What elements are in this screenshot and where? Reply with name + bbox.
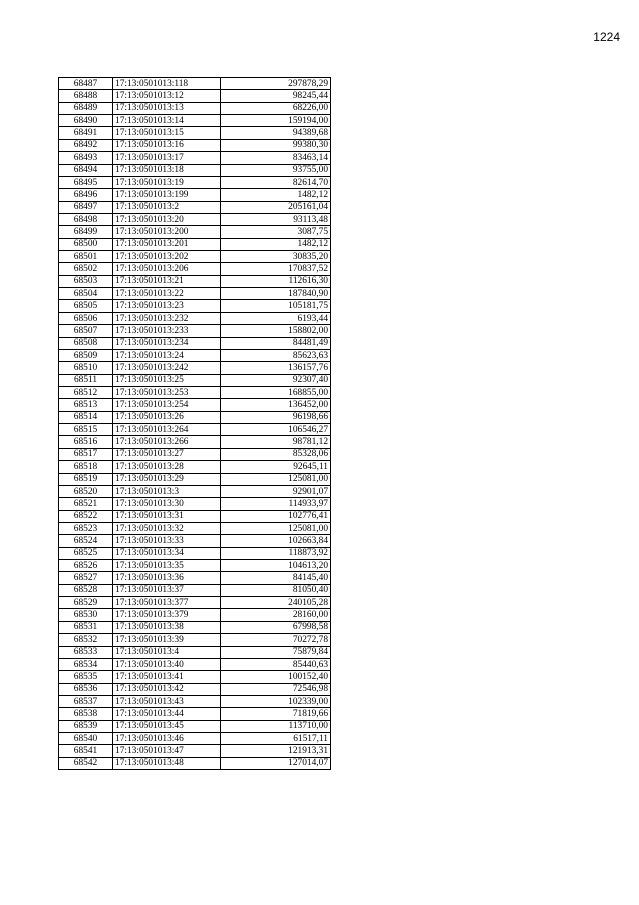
- value-cell: 81050,40: [221, 584, 331, 596]
- row-number-cell: 68495: [59, 176, 113, 188]
- table-row: [59, 695, 331, 707]
- row-number-cell: 68524: [59, 535, 113, 547]
- cadastral-number-cell: 17:13:0501013:42: [113, 683, 221, 695]
- row-number-cell: 68515: [59, 424, 113, 436]
- row-number-cell: 68498: [59, 213, 113, 225]
- table-row: [59, 646, 331, 658]
- row-number-cell: 68500: [59, 238, 113, 250]
- cadastral-number-cell: 17:13:0501013:206: [113, 263, 221, 275]
- cadastral-number-cell: 17:13:0501013:48: [113, 757, 221, 769]
- value-cell: 92307,40: [221, 374, 331, 386]
- table-row: [59, 78, 331, 90]
- cadastral-number-cell: 17:13:0501013:36: [113, 572, 221, 584]
- value-cell: 125081,00: [221, 473, 331, 485]
- table-row: [59, 634, 331, 646]
- cadastral-number-cell: 17:13:0501013:242: [113, 362, 221, 374]
- row-number-cell: 68510: [59, 362, 113, 374]
- table-row: [59, 251, 331, 263]
- cadastral-number-cell: 17:13:0501013:35: [113, 560, 221, 572]
- cadastral-number-cell: 17:13:0501013:13: [113, 102, 221, 114]
- table-row: [59, 115, 331, 127]
- row-number-cell: 68490: [59, 115, 113, 127]
- table-row: [59, 226, 331, 238]
- value-cell: 92645,11: [221, 461, 331, 473]
- cadastral-number-cell: 17:13:0501013:20: [113, 213, 221, 225]
- cadastral-number-cell: 17:13:0501013:202: [113, 251, 221, 263]
- table-row: [59, 164, 331, 176]
- cadastral-number-cell: 17:13:0501013:25: [113, 374, 221, 386]
- value-cell: 105181,75: [221, 300, 331, 312]
- row-number-cell: 68506: [59, 312, 113, 324]
- value-cell: 93113,48: [221, 213, 331, 225]
- value-cell: 92901,07: [221, 485, 331, 497]
- table-row: [59, 386, 331, 398]
- row-number-cell: 68514: [59, 411, 113, 423]
- cadastral-number-cell: 17:13:0501013:16: [113, 139, 221, 151]
- table-row: [59, 349, 331, 361]
- table-row: [59, 374, 331, 386]
- cadastral-number-cell: 17:13:0501013:15: [113, 127, 221, 139]
- table-row: [59, 597, 331, 609]
- table-row: [59, 720, 331, 732]
- row-number-cell: 68542: [59, 757, 113, 769]
- cadastral-number-cell: 17:13:0501013:199: [113, 189, 221, 201]
- table-row: [59, 572, 331, 584]
- cadastral-number-cell: 17:13:0501013:266: [113, 436, 221, 448]
- value-cell: 121913,31: [221, 745, 331, 757]
- cadastral-number-cell: 17:13:0501013:24: [113, 349, 221, 361]
- cadastral-number-cell: 17:13:0501013:29: [113, 473, 221, 485]
- row-number-cell: 68533: [59, 646, 113, 658]
- value-cell: 99380,30: [221, 139, 331, 151]
- row-number-cell: 68502: [59, 263, 113, 275]
- table-row: [59, 683, 331, 695]
- table-row: [59, 733, 331, 745]
- row-number-cell: 68519: [59, 473, 113, 485]
- value-cell: 98245,44: [221, 90, 331, 102]
- value-cell: 205161,04: [221, 201, 331, 213]
- row-number-cell: 68529: [59, 597, 113, 609]
- value-cell: 100152,40: [221, 671, 331, 683]
- value-cell: 158802,00: [221, 325, 331, 337]
- cadastral-number-cell: 17:13:0501013:18: [113, 164, 221, 176]
- row-number-cell: 68513: [59, 399, 113, 411]
- cadastral-number-cell: 17:13:0501013:40: [113, 658, 221, 670]
- cadastral-number-cell: 17:13:0501013:32: [113, 522, 221, 534]
- cadastral-number-cell: 17:13:0501013:19: [113, 176, 221, 188]
- value-cell: 72546,98: [221, 683, 331, 695]
- row-number-cell: 68530: [59, 609, 113, 621]
- table-row: [59, 152, 331, 164]
- cadastral-number-cell: 17:13:0501013:14: [113, 115, 221, 127]
- row-number-cell: 68531: [59, 621, 113, 633]
- value-cell: 28160,00: [221, 609, 331, 621]
- value-cell: 104613,20: [221, 560, 331, 572]
- cadastral-number-cell: 17:13:0501013:4: [113, 646, 221, 658]
- value-cell: 71819,66: [221, 708, 331, 720]
- table-row: [59, 745, 331, 757]
- cadastral-number-cell: 17:13:0501013:44: [113, 708, 221, 720]
- row-number-cell: 68540: [59, 733, 113, 745]
- row-number-cell: 68534: [59, 658, 113, 670]
- table-row: [59, 461, 331, 473]
- row-number-cell: 68518: [59, 461, 113, 473]
- cadastral-number-cell: 17:13:0501013:21: [113, 275, 221, 287]
- value-cell: 125081,00: [221, 522, 331, 534]
- row-number-cell: 68537: [59, 695, 113, 707]
- table-row: [59, 510, 331, 522]
- table-row: [59, 176, 331, 188]
- value-cell: 3087,75: [221, 226, 331, 238]
- row-number-cell: 68489: [59, 102, 113, 114]
- value-cell: 96198,66: [221, 411, 331, 423]
- table-row: [59, 399, 331, 411]
- value-cell: 68226,00: [221, 102, 331, 114]
- cadastral-number-cell: 17:13:0501013:41: [113, 671, 221, 683]
- table-row: [59, 621, 331, 633]
- value-cell: 170837,52: [221, 263, 331, 275]
- table-row: [59, 238, 331, 250]
- value-cell: 93755,00: [221, 164, 331, 176]
- row-number-cell: 68512: [59, 386, 113, 398]
- value-cell: 84145,40: [221, 572, 331, 584]
- cadastral-number-cell: 17:13:0501013:37: [113, 584, 221, 596]
- value-cell: 85623,63: [221, 349, 331, 361]
- row-number-cell: 68488: [59, 90, 113, 102]
- table-row: [59, 90, 331, 102]
- value-cell: 75879,84: [221, 646, 331, 658]
- row-number-cell: 68509: [59, 349, 113, 361]
- value-cell: 187840,90: [221, 288, 331, 300]
- cadastral-number-cell: 17:13:0501013:201: [113, 238, 221, 250]
- cadastral-number-cell: 17:13:0501013:254: [113, 399, 221, 411]
- row-number-cell: 68508: [59, 337, 113, 349]
- table-row: [59, 337, 331, 349]
- cadastral-number-cell: 17:13:0501013:253: [113, 386, 221, 398]
- value-cell: 102776,41: [221, 510, 331, 522]
- row-number-cell: 68492: [59, 139, 113, 151]
- value-cell: 83463,14: [221, 152, 331, 164]
- table-row: [59, 139, 331, 151]
- table-row: [59, 609, 331, 621]
- row-number-cell: 68499: [59, 226, 113, 238]
- cadastral-number-cell: 17:13:0501013:17: [113, 152, 221, 164]
- value-cell: 84481,49: [221, 337, 331, 349]
- table-row: [59, 658, 331, 670]
- cadastral-number-cell: 17:13:0501013:43: [113, 695, 221, 707]
- cadastral-number-cell: 17:13:0501013:234: [113, 337, 221, 349]
- value-cell: 94389,68: [221, 127, 331, 139]
- cadastral-number-cell: 17:13:0501013:233: [113, 325, 221, 337]
- cadastral-number-cell: 17:13:0501013:264: [113, 424, 221, 436]
- cadastral-number-cell: 17:13:0501013:39: [113, 634, 221, 646]
- cadastral-number-cell: 17:13:0501013:34: [113, 547, 221, 559]
- table-row: [59, 325, 331, 337]
- table-row: [59, 312, 331, 324]
- value-cell: 240105,28: [221, 597, 331, 609]
- table-row: [59, 535, 331, 547]
- cadastral-number-cell: 17:13:0501013:3: [113, 485, 221, 497]
- row-number-cell: 68541: [59, 745, 113, 757]
- row-number-cell: 68503: [59, 275, 113, 287]
- row-number-cell: 68532: [59, 634, 113, 646]
- table-row: [59, 485, 331, 497]
- value-cell: 106546,27: [221, 424, 331, 436]
- table-row: [59, 547, 331, 559]
- row-number-cell: 68511: [59, 374, 113, 386]
- table-row: [59, 584, 331, 596]
- cadastral-number-cell: 17:13:0501013:30: [113, 498, 221, 510]
- value-cell: 297878,29: [221, 78, 331, 90]
- value-cell: 67998,58: [221, 621, 331, 633]
- table-row: [59, 189, 331, 201]
- table-row: [59, 275, 331, 287]
- row-number-cell: 68507: [59, 325, 113, 337]
- row-number-cell: 68494: [59, 164, 113, 176]
- table-row: [59, 473, 331, 485]
- table-row: [59, 201, 331, 213]
- value-cell: 112616,30: [221, 275, 331, 287]
- row-number-cell: 68538: [59, 708, 113, 720]
- table-row: [59, 448, 331, 460]
- value-cell: 127014,07: [221, 757, 331, 769]
- cadastral-number-cell: 17:13:0501013:23: [113, 300, 221, 312]
- value-cell: 82614,70: [221, 176, 331, 188]
- row-number-cell: 68539: [59, 720, 113, 732]
- cadastral-number-cell: 17:13:0501013:46: [113, 733, 221, 745]
- table-row: [59, 757, 331, 769]
- table-row: [59, 708, 331, 720]
- cadastral-number-cell: 17:13:0501013:45: [113, 720, 221, 732]
- row-number-cell: 68516: [59, 436, 113, 448]
- cadastral-number-cell: 17:13:0501013:2: [113, 201, 221, 213]
- row-number-cell: 68517: [59, 448, 113, 460]
- table-row: [59, 411, 331, 423]
- value-cell: 85440,63: [221, 658, 331, 670]
- row-number-cell: 68525: [59, 547, 113, 559]
- cadastral-number-cell: 17:13:0501013:38: [113, 621, 221, 633]
- page-number: 1224: [593, 30, 620, 44]
- cadastral-number-cell: 17:13:0501013:200: [113, 226, 221, 238]
- value-cell: 118873,92: [221, 547, 331, 559]
- row-number-cell: 68521: [59, 498, 113, 510]
- row-number-cell: 68523: [59, 522, 113, 534]
- table-row: [59, 102, 331, 114]
- value-cell: 70272,78: [221, 634, 331, 646]
- row-number-cell: 68522: [59, 510, 113, 522]
- row-number-cell: 68536: [59, 683, 113, 695]
- value-cell: 61517,11: [221, 733, 331, 745]
- row-number-cell: 68496: [59, 189, 113, 201]
- row-number-cell: 68520: [59, 485, 113, 497]
- cadastral-number-cell: 17:13:0501013:27: [113, 448, 221, 460]
- value-cell: 85328,06: [221, 448, 331, 460]
- cadastral-number-cell: 17:13:0501013:47: [113, 745, 221, 757]
- value-cell: 1482,12: [221, 238, 331, 250]
- table-row: [59, 498, 331, 510]
- table-row: [59, 424, 331, 436]
- table-row: [59, 362, 331, 374]
- table-row: [59, 300, 331, 312]
- value-cell: 98781,12: [221, 436, 331, 448]
- cadastral-number-cell: 17:13:0501013:377: [113, 597, 221, 609]
- row-number-cell: 68491: [59, 127, 113, 139]
- row-number-cell: 68497: [59, 201, 113, 213]
- cadastral-value-table: [58, 77, 331, 770]
- cadastral-number-cell: 17:13:0501013:31: [113, 510, 221, 522]
- value-cell: 6193,44: [221, 312, 331, 324]
- value-cell: 30835,20: [221, 251, 331, 263]
- cadastral-number-cell: 17:13:0501013:379: [113, 609, 221, 621]
- row-number-cell: 68505: [59, 300, 113, 312]
- value-cell: 136452,00: [221, 399, 331, 411]
- cadastral-number-cell: 17:13:0501013:12: [113, 90, 221, 102]
- table-row: [59, 288, 331, 300]
- table-row: [59, 263, 331, 275]
- row-number-cell: 68487: [59, 78, 113, 90]
- value-cell: 113710,00: [221, 720, 331, 732]
- value-cell: 168855,00: [221, 386, 331, 398]
- cadastral-number-cell: 17:13:0501013:33: [113, 535, 221, 547]
- cadastral-number-cell: 17:13:0501013:28: [113, 461, 221, 473]
- row-number-cell: 68493: [59, 152, 113, 164]
- row-number-cell: 68504: [59, 288, 113, 300]
- row-number-cell: 68526: [59, 560, 113, 572]
- row-number-cell: 68528: [59, 584, 113, 596]
- row-number-cell: 68527: [59, 572, 113, 584]
- row-number-cell: 68535: [59, 671, 113, 683]
- table-row: [59, 522, 331, 534]
- cadastral-number-cell: 17:13:0501013:118: [113, 78, 221, 90]
- table-row: [59, 127, 331, 139]
- cadastral-number-cell: 17:13:0501013:232: [113, 312, 221, 324]
- value-cell: 159194,00: [221, 115, 331, 127]
- row-number-cell: 68501: [59, 251, 113, 263]
- table-row: [59, 671, 331, 683]
- value-cell: 114933,97: [221, 498, 331, 510]
- value-cell: 1482,12: [221, 189, 331, 201]
- table-row: [59, 213, 331, 225]
- cadastral-number-cell: 17:13:0501013:22: [113, 288, 221, 300]
- value-cell: 136157,76: [221, 362, 331, 374]
- table-row: [59, 436, 331, 448]
- value-cell: 102339,00: [221, 695, 331, 707]
- table-row: [59, 560, 331, 572]
- cadastral-number-cell: 17:13:0501013:26: [113, 411, 221, 423]
- value-cell: 102663,84: [221, 535, 331, 547]
- table-body: [59, 78, 331, 770]
